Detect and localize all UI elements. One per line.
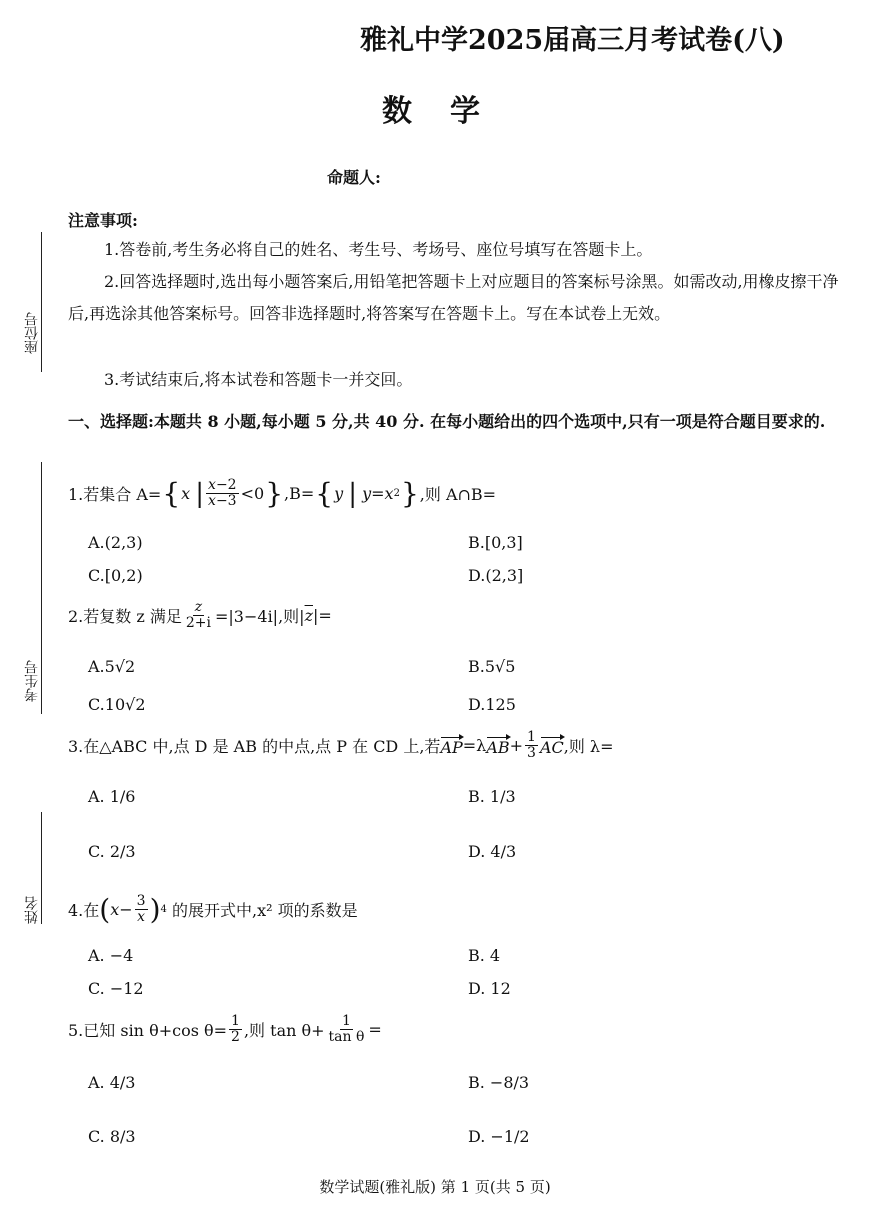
q1-mid: ,B= <box>284 484 315 504</box>
seat-label: 座位号 <box>24 312 40 354</box>
notice-item-3: 3.考试结束后,将本试卷和答题卡一并交回。 <box>104 370 413 389</box>
q5-mid: ,则 tan θ+ <box>243 1021 325 1041</box>
q3-option-a[interactable]: A. 1/6 <box>88 787 136 806</box>
q2-option-b[interactable]: B.5√5 <box>468 657 516 676</box>
question-5: 5.已知 sin θ+cos θ= $\frac{1}{2}$ ,则 tan θ+ $\frac{1}{\text{tan θ}}$ = <box>68 1013 382 1046</box>
q2-mid: =|3−4i|,则| <box>215 607 305 627</box>
q1-fraction: $\frac{x-2}{x-3}$ <box>208 477 237 510</box>
q1-option-c[interactable]: C.[0,2) <box>88 566 143 585</box>
q4-option-b[interactable]: B. 4 <box>468 946 501 965</box>
q4-suffix: 的展开式中,x² 项的系数是 <box>171 901 358 920</box>
subject-title: 数学 <box>382 94 518 129</box>
section-heading: 一、选择题:本题共 8 小题,每小题 5 分,共 40 分. 在每小题给出的四个选项中,只有一项是符合题目要求的. <box>68 412 826 431</box>
q2-prefix: 2.若复数 z 满足 <box>68 607 182 627</box>
question-4: 4.在 ( x − $\frac{3}{x}$ ) 4 的展开式中,x² 项的系数是 <box>68 892 358 926</box>
q3-option-c[interactable]: C. 2/3 <box>88 842 136 861</box>
q4-option-a[interactable]: A. −4 <box>88 946 134 965</box>
q4-option-c[interactable]: C. −12 <box>88 979 144 998</box>
q2-fraction: $\frac{z}{2+i}$ <box>185 599 211 632</box>
notice-item-1: 1.答卷前,考生务必将自己的姓名、考生号、考场号、座位号填写在答题卡上。 <box>104 240 653 259</box>
q5-suffix: = <box>368 1020 382 1040</box>
q4-option-d[interactable]: D. 12 <box>468 979 511 998</box>
q3-option-b[interactable]: B. 1/3 <box>468 787 516 806</box>
name-label: 姓名 <box>24 896 40 924</box>
question-1: 1.若集合 A= { x | $\frac{x-2}{x-3}$ <0 } ,B= { y | y = x 2 } ,则 A∩B= <box>68 476 497 510</box>
q5-option-a[interactable]: A. 4/3 <box>88 1073 136 1092</box>
q5-option-c[interactable]: C. 8/3 <box>88 1127 136 1146</box>
q1-option-b[interactable]: B.[0,3] <box>468 533 523 552</box>
q1-option-d[interactable]: D.(2,3] <box>468 566 524 585</box>
q1-option-a[interactable]: A.(2,3) <box>88 533 143 552</box>
notice-item-2: 2.回答选择题时,选出每小题答案后,用铅笔把答题卡上对应题目的答案标号涂黑。如需改动,用橡皮擦干净后,再选涂其他答案标号。回答非选择题时,将答案写在答题卡上。写在本试卷上无效。 <box>68 272 839 323</box>
q2-option-d[interactable]: D.125 <box>468 695 516 714</box>
question-2: 2.若复数 z 满足 $\frac{z}{2+i}$ =|3−4i|,则| $\overline{z}$ |= <box>68 599 332 632</box>
question-3: 3.在△ABC 中,点 D 是 AB 的中点,点 P 在 CD 上,若 AP =λ AB + $\frac{1}{3}$ AC ,则 λ= <box>68 729 614 762</box>
q1-prefix: 1.若集合 A= <box>68 485 162 505</box>
q3-suffix: ,则 λ= <box>563 737 614 757</box>
q5-prefix: 5.已知 sin θ+cos θ= <box>68 1021 228 1041</box>
q1-suffix: ,则 A∩B= <box>419 485 497 505</box>
q2-option-a[interactable]: A.5√2 <box>88 657 136 676</box>
exam-no-label: 考生号 <box>24 660 40 702</box>
q5-option-d[interactable]: D. −1/2 <box>468 1127 530 1146</box>
exam-title: 雅礼中学2025届高三月考试卷(八) <box>360 25 785 56</box>
q2-option-c[interactable]: C.10√2 <box>88 695 146 714</box>
q4-prefix: 4.在 <box>68 901 100 920</box>
page-footer: 数学试题(雅礼版) 第 1 页(共 5 页) <box>319 1178 551 1196</box>
q3-prefix: 3.在△ABC 中,点 D 是 AB 的中点,点 P 在 CD 上,若 <box>68 737 441 757</box>
q2-suffix: |= <box>313 606 332 626</box>
q5-option-b[interactable]: B. −8/3 <box>468 1073 530 1092</box>
notice-heading: 注意事项: <box>68 211 138 230</box>
author-label: 命题人: <box>327 168 381 187</box>
q3-option-d[interactable]: D. 4/3 <box>468 842 517 861</box>
